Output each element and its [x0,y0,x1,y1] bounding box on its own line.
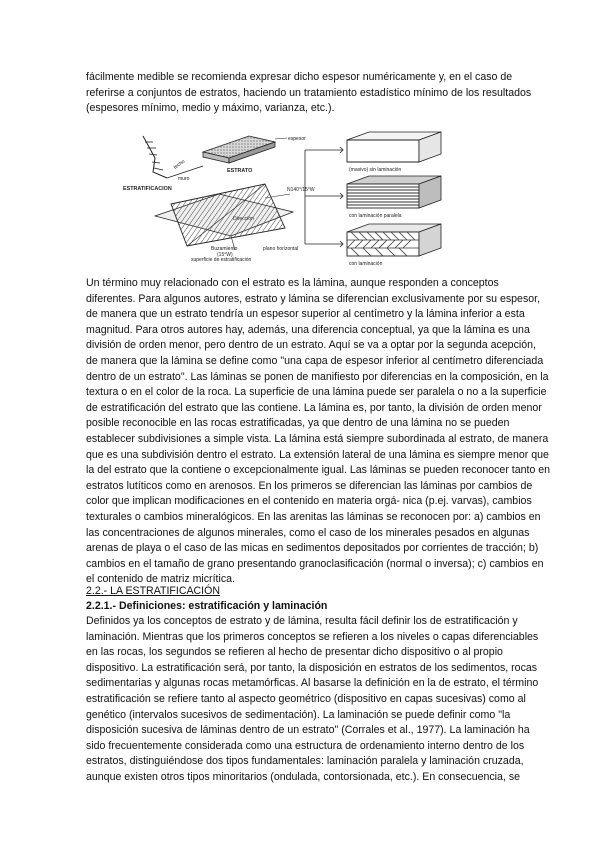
text-line: disposición sucesiva de láminas dentro de un estrato" (Corrales et al., 1977). La laminación ha [86,724,530,737]
lamination-types [305,132,441,267]
text-line: texturales o cambios mineralógicos. En las arenitas las láminas se reconocen por: a) cambios en [86,510,541,523]
fig-label-buzamiento: Buzamiento [211,246,238,252]
subsection-heading: 2.2.1.- Definiciones: estratificación y laminación [86,600,328,612]
outcrop-sketch [143,136,203,182]
text-line: Definidos ya los conceptos de estrato y de lámina, resulta fácil definir los de estratificación y [86,615,518,627]
fig-label-plano: plano horizontal [263,246,299,252]
paragraph-lamina [86,276,551,588]
text-line: cambios en el tamaño de grano presentando granoclasificación (normal o inversa); c) cambios en [86,557,544,570]
fig-label-buzamiento-val: (15°W) [217,252,233,258]
fig-label-muro: muro [178,176,190,182]
fig-label-direccion: Dirección [233,216,254,222]
fig-label-paralela: con laminación paralela [349,213,402,219]
estratificacion-diagram [123,184,315,263]
text-line: fácilmente medible se recomienda expresar dicho espesor numéricamente y, en el caso de [86,71,513,83]
fig-label-cruzada: con laminación [349,261,383,267]
text-line: el contenido de matriz micrítica. [86,573,235,586]
fig-label-techo: techo [172,158,187,171]
fig-label-estratificacion: ESTRATIFICACION [123,186,172,192]
text-line: laminación. Mientras que los primeros conceptos se refieren a los niveles o capas diferenciables [86,630,539,643]
text-line: división de orden menor, pero dentro de un estrato. Aquí se va a optar por la segunda acepción, [86,339,536,352]
text-line: estratos, distinguiéndose dos tipos fundamentales: laminación paralela y laminación cruzada, [86,755,524,768]
text-line: arenas de playa o el caso de las micas en sedimentos depositados por corrientes de tracción; b) [86,542,539,555]
text-line: Un término muy relacionado con el estrato es la lámina, aunque responden a conceptos [86,277,499,289]
text-line: las concentraciones de algunos minerales, como el caso de los minerales pesados en algunas [86,526,530,539]
text-line: (espesores mínimo, medio y máximo, varianza, etc.). [86,102,335,115]
text-line: referirse a conjuntos de estratos, haciendo un tratamiento estadístico mínimo de los resultados [86,86,532,99]
text-line: aunque existen otros tipos minoritarios (ondulada, contorsionada, etc.). En consecuencia, se [86,770,521,783]
text-line: magnitud. Para otros autores hay, además, una diferencia conceptual, ya que la lámina es una [86,323,530,336]
text-line: la del estrato que la contiene o excepcionalmente igual. Las láminas se pueden reconocer tanto en [86,464,551,477]
paragraph-intro [86,70,532,117]
text-line: de estratificación del estrato que las contiene. La lámina es, por tanto, la división de orden menor [86,401,542,414]
text-line: sido frecuentemente considerada como una estructura de ordenamiento interno dentro de los [86,739,525,752]
fig-label-masivo: (masivo) sin laminación [349,167,402,173]
estrato-block [203,136,306,174]
stratification-figure [115,128,515,270]
text-line: en las rocas, los segundos se refieren al hecho de presentar dicho dispositivo o al propio [86,646,503,659]
fig-label-superficie: superficie de estratificación [191,257,252,263]
fig-label-estrato: ESTRATO [227,168,253,174]
text-line: diferentes. Para algunos autores, estrato y lámina se diferencian exclusivamente por su espesor, [86,292,541,305]
text-line: sedimentarias y algunas rocas metamórficas. Al basarse la definición en la de estrato, el término [86,677,539,690]
section-heading: 2.2.- LA ESTRATIFICACIÓN [86,585,221,597]
text-line: genético (intervalos sucesivos de sedimentación). La laminación se puede definir como "la [86,708,511,721]
text-line: color que implican modificaciones en el contenido en materia orgá- nica (p.ej. varvas), cambios [86,495,532,508]
text-line: textura o en el color de la roca. La superficie de una lámina puede ser paralela o no a la superficie [86,386,547,399]
text-line: dentro de un estrato". Las láminas se ponen de manifiesto por diferencias en la composición, en la [86,370,549,383]
text-line: estratificación se refiere tanto al aspecto geométrico (dispositivo en capas sucesivas) como al [86,692,526,705]
text-line: estratos lutíticos como en arenosos. En los primeros se diferencian las láminas por cambios de [86,479,533,492]
fig-label-espesor: espesor [288,136,306,142]
text-line: de manera que un estrato tendría un espesor superior al centímetro y la lámina inferior a esta [86,308,525,321]
text-line: dispositivo. La estratificación será, por tanto, la disposición en estratos de los sedimentos, rocas [86,661,538,674]
text-line: establecer subdivisiones a simple vista. La lámina está siempre subordinada al estrato, de manera [86,432,549,445]
paragraph-definiciones [86,614,539,786]
text-line: que es una subdivisión dentro el estrato. La extensión lateral de una lámina es siempre menor que [86,448,549,461]
fig-label-rumbo: N140°/15°W [287,187,315,193]
text-line: de manera que la lámina se define como "una capa de espesor inferior al centímetro diferenciada [86,354,544,367]
text-line: posible reconocible en las rocas estratificadas, ya que dentro de una lámina no se pueden [86,417,510,430]
